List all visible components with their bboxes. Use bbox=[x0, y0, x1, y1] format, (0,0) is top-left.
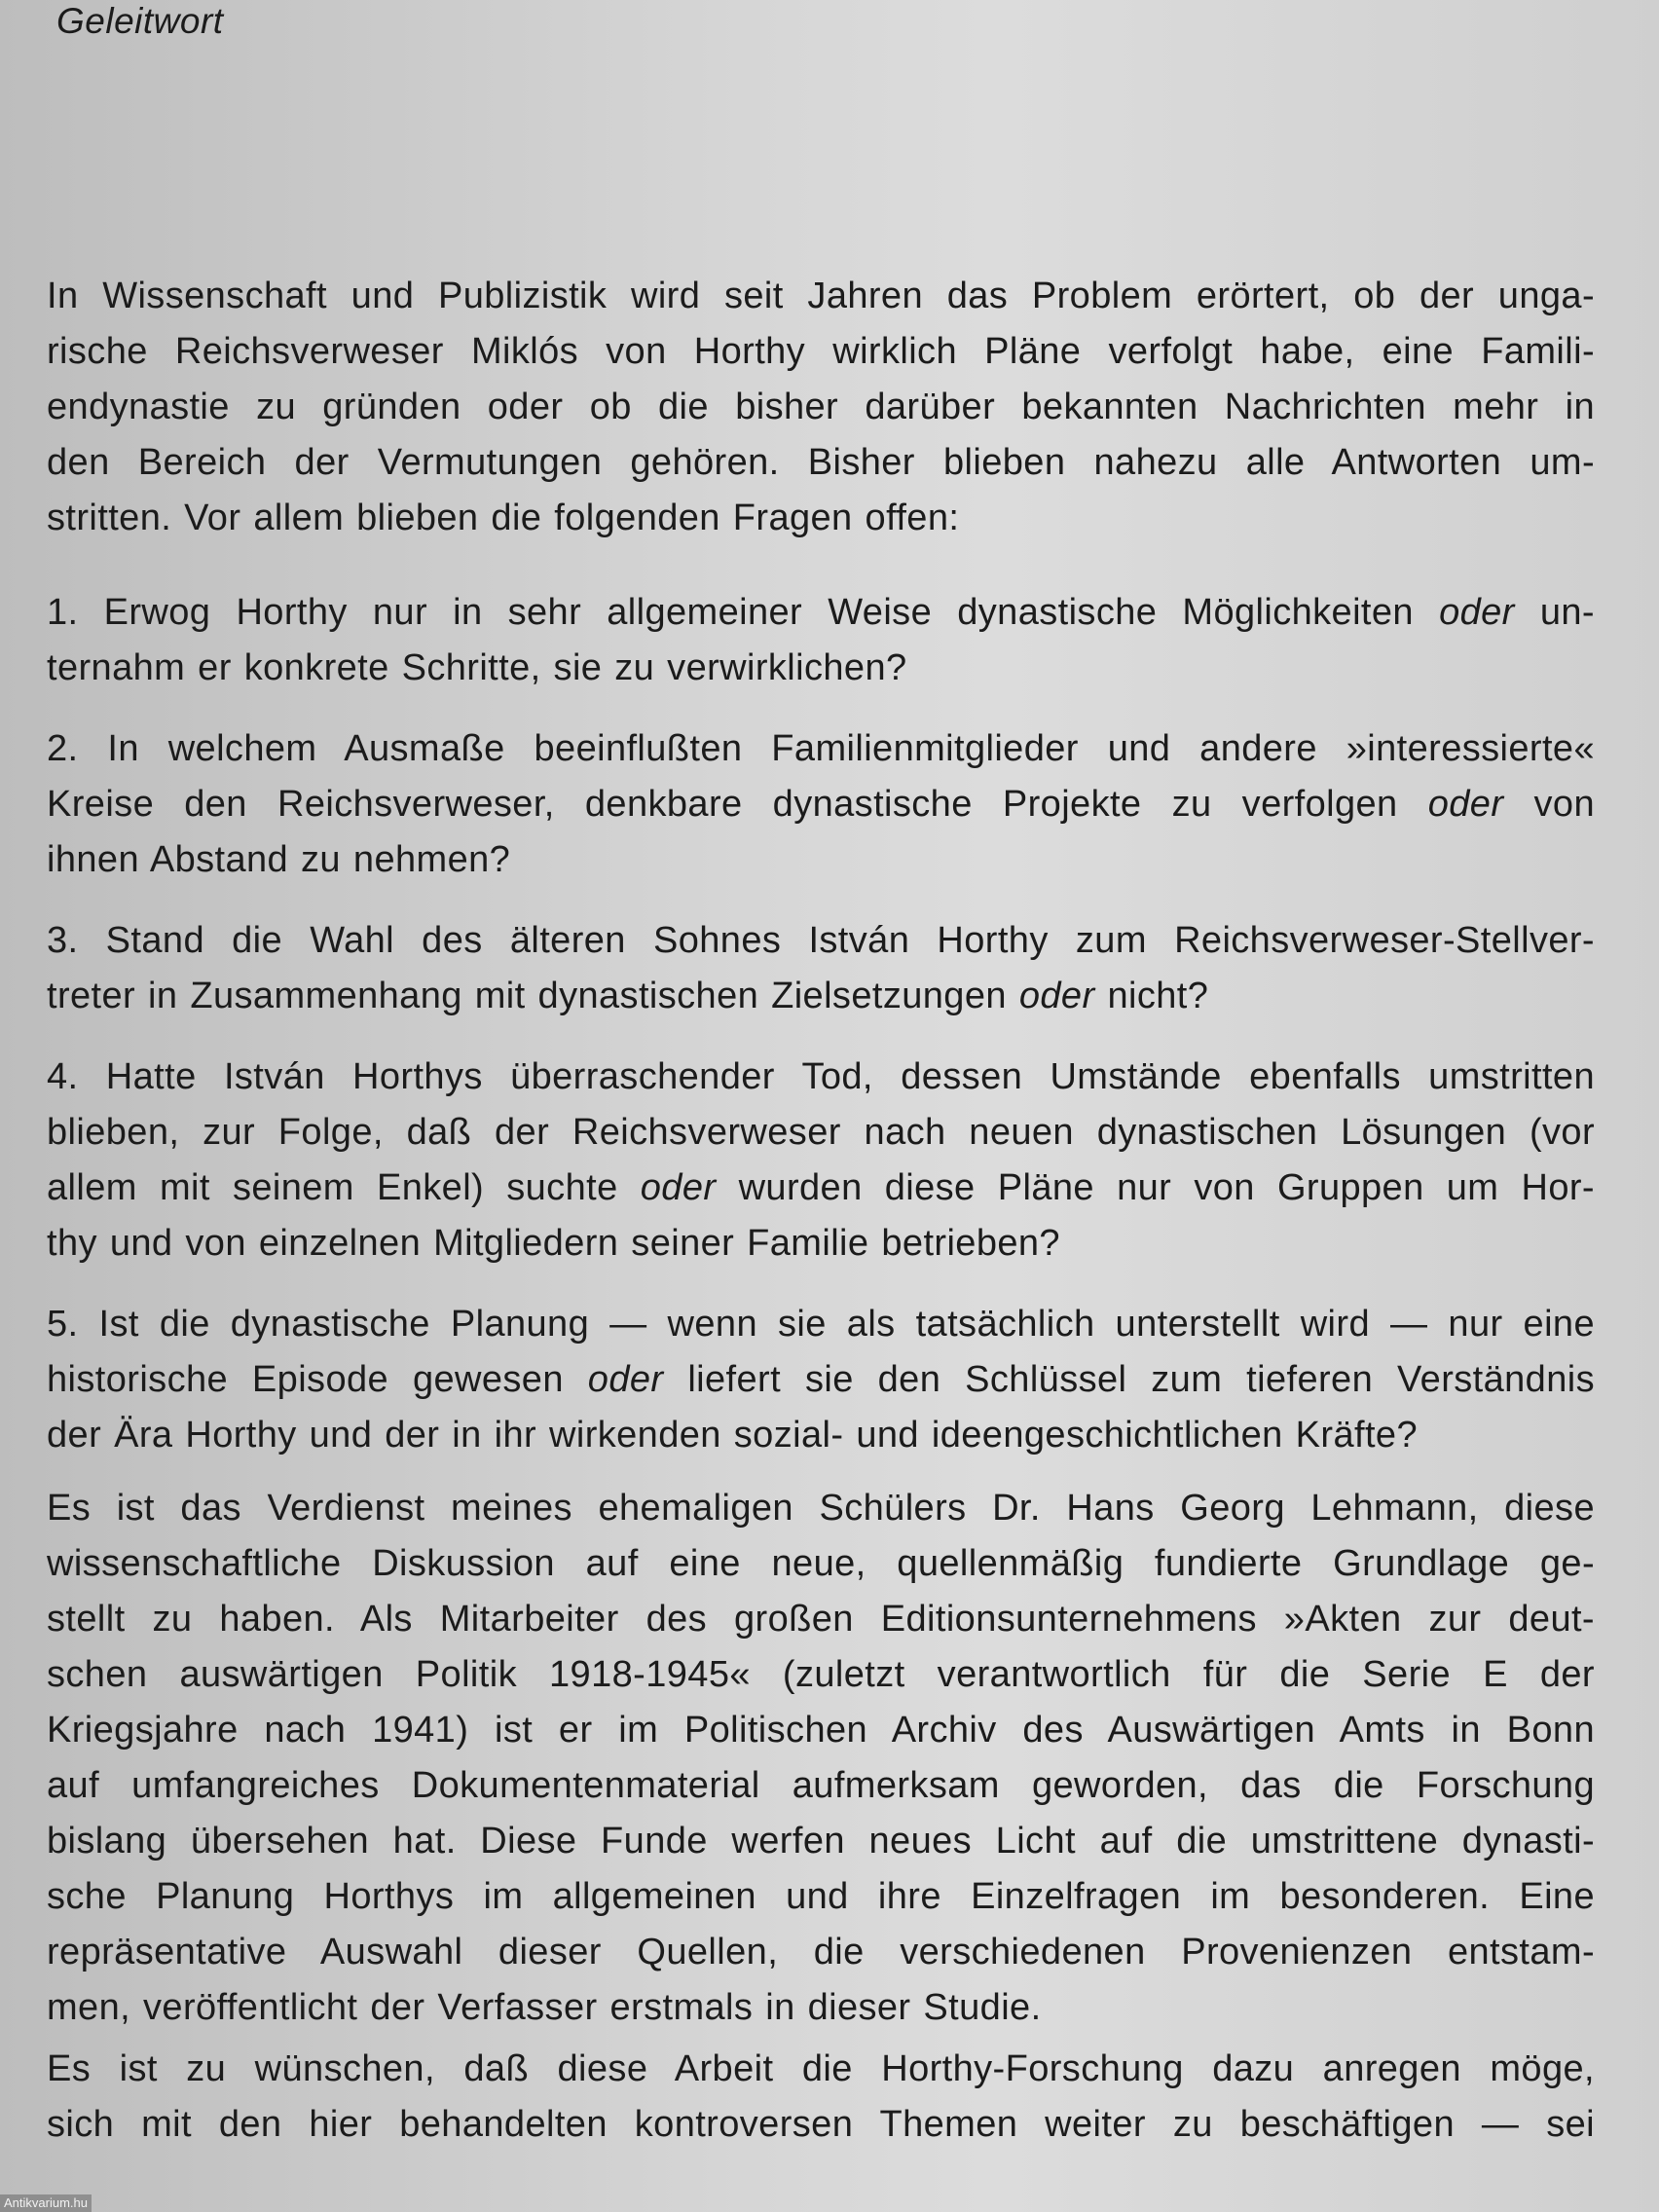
emphasis: oder bbox=[640, 1167, 717, 1208]
text-line: 4. Hatte István Horthys überraschender Tod, dessen Umstände ebenfalls umstritten bbox=[47, 1056, 1595, 1097]
text-line: men, veröffentlicht der Verfasser erstmals in dieser Studie. bbox=[47, 1987, 1042, 2028]
merit-paragraph bbox=[47, 1481, 1595, 2036]
text-line: sche Planung Horthys im allgemeinen und ihre Einzelfragen im besonderen. Eine bbox=[47, 1876, 1595, 1917]
text-line: endynastie zu gründen oder ob die bisher darüber bekannten Nachrichten mehr in bbox=[47, 387, 1595, 427]
question-4 bbox=[47, 1050, 1595, 1272]
page-heading: Geleitwort bbox=[56, 1, 224, 41]
intro-paragraph bbox=[47, 269, 1595, 546]
text-line: rische Reichsverweser Miklós von Horthy wirklich Pläne verfolgt habe, eine Famili- bbox=[47, 331, 1595, 372]
text-line: stellt zu haben. Als Mitarbeiter des großen Editionsunternehmens »Akten zur deut- bbox=[47, 1599, 1595, 1640]
emphasis: oder bbox=[1427, 784, 1504, 825]
text-line: historische Episode gewesen oder liefert sie den Schlüssel zum tieferen Verständnis bbox=[47, 1359, 1595, 1400]
text-line: In Wissenschaft und Publizistik wird seit Jahren das Problem erörtert, ob der unga- bbox=[47, 276, 1595, 316]
text-line: den Bereich der Vermutungen gehören. Bisher blieben nahezu alle Antworten um- bbox=[47, 442, 1595, 483]
question-3 bbox=[47, 913, 1595, 1024]
text-line: blieben, zur Folge, daß der Reichsverweser nach neuen dynastischen Lösungen (vor bbox=[47, 1112, 1595, 1153]
question-5 bbox=[47, 1297, 1595, 1463]
text-line: auf umfangreiches Dokumentenmaterial aufmerksam geworden, das die Forschung bbox=[47, 1765, 1595, 1806]
text-line: Kreise den Reichsverweser, denkbare dynastische Projekte zu verfolgen oder von bbox=[47, 784, 1595, 825]
text-line: allem mit seinem Enkel) suchte oder wurden diese Pläne nur von Gruppen um Hor- bbox=[47, 1167, 1595, 1208]
emphasis: oder bbox=[587, 1359, 664, 1400]
text-line: 3. Stand die Wahl des älteren Sohnes István Horthy zum Reichsverweser-Stellver- bbox=[47, 920, 1595, 961]
watermark: Antikvarium.hu bbox=[0, 2194, 92, 2212]
text-line: der Ära Horthy und der in ihr wirkenden sozial- und ideengeschichtlichen Kräfte? bbox=[47, 1415, 1418, 1456]
text-line: treter in Zusammenhang mit dynastischen Zielsetzungen oder nicht? bbox=[47, 976, 1209, 1016]
text-line: 1. Erwog Horthy nur in sehr allgemeiner Weise dynastische Möglichkeiten oder un- bbox=[47, 592, 1595, 633]
emphasis: oder bbox=[1018, 976, 1095, 1016]
body-text bbox=[47, 269, 1595, 2153]
text-line: repräsentative Auswahl dieser Quellen, die verschiedenen Provenienzen entstam- bbox=[47, 1932, 1595, 1972]
text-line: ihnen Abstand zu nehmen? bbox=[47, 839, 511, 880]
text-line: 5. Ist die dynastische Planung — wenn sie als tatsächlich unterstellt wird — nur eine bbox=[47, 1304, 1595, 1345]
text-line: 2. In welchem Ausmaße beeinflußten Familienmitglieder und andere »interessierte« bbox=[47, 728, 1595, 769]
text-line: schen auswärtigen Politik 1918-1945« (zuletzt verantwortlich für die Serie E der bbox=[47, 1654, 1595, 1695]
text-line: stritten. Vor allem blieben die folgenden Fragen offen: bbox=[47, 498, 960, 538]
text-line: Es ist zu wünschen, daß diese Arbeit die Horthy-Forschung dazu anregen möge, bbox=[47, 2048, 1595, 2089]
text-line: Kriegsjahre nach 1941) ist er im Politischen Archiv des Auswärtigen Amts in Bonn bbox=[47, 1710, 1595, 1751]
text-line: wissenschaftliche Diskussion auf eine neue, quellenmäßig fundierte Grundlage ge- bbox=[47, 1543, 1595, 1584]
question-2 bbox=[47, 721, 1595, 888]
text-line: Es ist das Verdienst meines ehemaligen Schülers Dr. Hans Georg Lehmann, diese bbox=[47, 1488, 1595, 1529]
text-line: bislang übersehen hat. Diese Funde werfen neues Licht auf die umstrittene dynasti- bbox=[47, 1821, 1595, 1862]
emphasis: oder bbox=[1439, 592, 1515, 633]
wish-paragraph bbox=[47, 2042, 1595, 2153]
text-line: sich mit den hier behandelten kontroversen Themen weiter zu beschäftigen — sei bbox=[47, 2104, 1595, 2145]
text-line: thy und von einzelnen Mitgliedern seiner Familie betrieben? bbox=[47, 1223, 1060, 1264]
question-1 bbox=[47, 585, 1595, 696]
text-line: ternahm er konkrete Schritte, sie zu verwirklichen? bbox=[47, 647, 907, 688]
